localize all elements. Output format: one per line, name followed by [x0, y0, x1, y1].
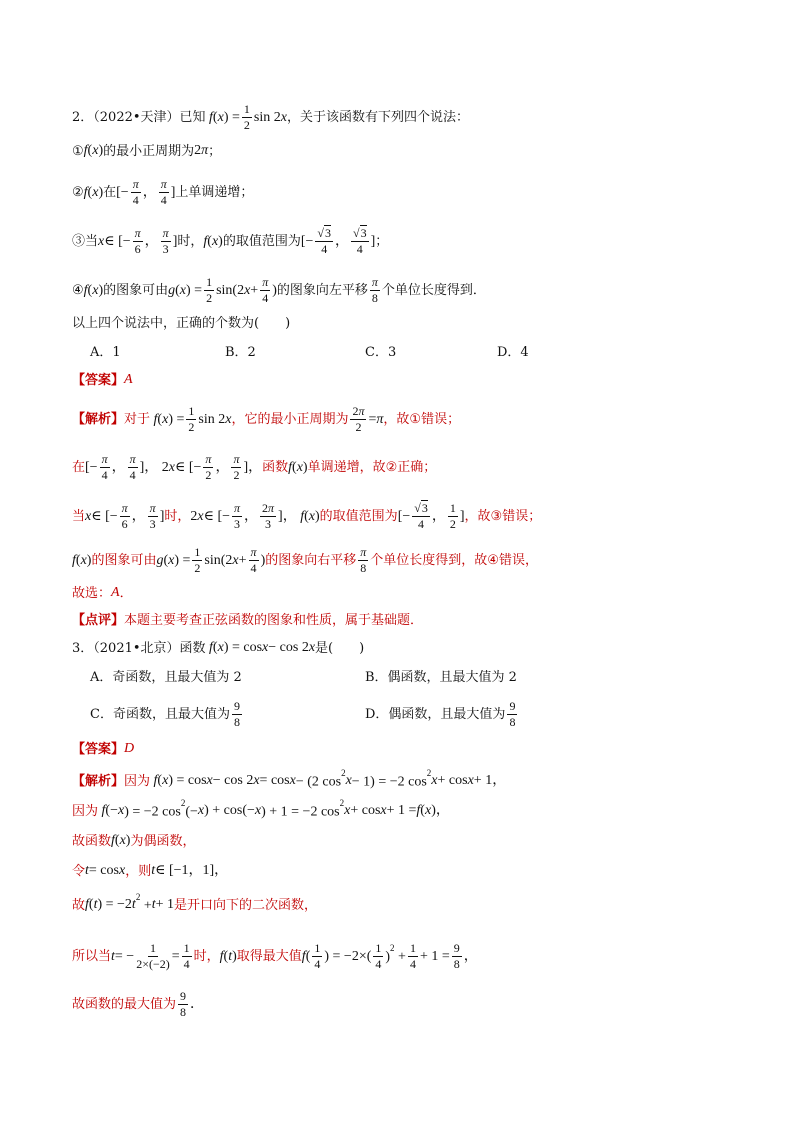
q3-option-c[interactable]: C．奇函数，且最大值为 $\frac{9}{8}$: [90, 699, 240, 730]
analysis-label: 【解析】: [72, 412, 125, 428]
q2-option-b[interactable]: B．2: [225, 345, 256, 360]
q3-analysis-6: 所以当 t = − $\frac{1}{2\times(-2)}$ = $\frac{1}{4}$ 时， f ( t ) 取得最大值 f ( $\frac{1}{4}$ ) = −2×( $\frac{1}{4}$ )$^2$ + $\frac{1}{4}$ + 1 = $\frac{9}{8}$ ，: [72, 941, 478, 972]
q2-analysis-1: 【解析】 对于 f ( x ) = $\frac{1}{2}$ sin 2 x ，它的最小正周期为 $\frac{2\pi}{2}$ = π ，故 ① 错误；: [72, 404, 461, 435]
q2-analysis-5: 故选： A ．: [72, 585, 133, 601]
q2-option-c[interactable]: C．3: [365, 345, 397, 360]
q3-analysis-7: 故函数的最大值为 $\frac{9}{8}$ ．: [72, 989, 205, 1020]
comment-label: 【点评】: [72, 613, 125, 628]
q2-analysis-4: f ( x ) 的图象可由 g ( x ) = $\frac{1}{2}$ sin(2 x + $\frac{\pi}{4}$ ) 的图象向右平移 $\frac{\pi}{8}$ 个单位长度得到，故 ④ 错误，: [72, 545, 538, 576]
q3-option-b[interactable]: B．偶函数，且最大值为 2: [365, 670, 517, 685]
q2-stem: 2．（2022•天津）已知 f ( x ) = $\frac{1}{2}$ sin 2 x ，关于该函数有下列四个说法：: [72, 102, 469, 133]
q3-analysis-4: 令 t = cos x ，则 t ∈ [−1，1]，: [72, 863, 229, 879]
q3-option-d[interactable]: D．偶函数，且最大值为 $\frac{9}{8}$: [365, 699, 516, 730]
q2-comment: 【点评】 本题主要考查正弦函数的图象和性质，属于基础题．: [72, 613, 424, 628]
q3-analysis-3: 故函数 f ( x ) 为偶函数，: [72, 833, 196, 849]
answer-label: 【答案】: [72, 741, 125, 757]
q2-statement-2: ② f ( x ) 在 [− $\frac{\pi}{4}$ ， $\frac{\pi}{4}$ ] 上单调递增；: [72, 177, 254, 208]
q3-analysis-1: 【解析】 因为 f ( x ) = cos x − cos 2 x = cos x − (2 $\cos^2$ x − 1) = −2 $\cos^2$ x + cos x + 1，: [72, 768, 507, 790]
q3-option-a[interactable]: A．奇函数，且最大值为 2: [90, 670, 242, 685]
q2-statement-1: ① f ( x ) 的最小正周期为 2 π ；: [72, 143, 222, 159]
answer-value: D: [124, 741, 135, 756]
q2-option-a[interactable]: A．1: [90, 345, 121, 360]
q3-answer: [72, 742, 134, 756]
q3-analysis-2: 因为 f (− x ) = −2 $\cos^2(-$ x ) + cos(− x ) + 1 = −2 $\cos^2$ x + cos x + 1 = f ( x )，: [72, 798, 450, 820]
q3-stem: 3．（2021•北京）函数 f ( x ) = cos x − cos 2 x 是( ): [72, 640, 365, 656]
answer-label: 【答案】: [72, 372, 125, 388]
q3-heading: 3．（2021•北京）函数: [72, 640, 206, 656]
q3-analysis-5: 故 f ( t ) = −2 t $^2$ + t + 1 是开口向下的二次函数，: [72, 892, 318, 914]
q2-heading: 2．（2022•天津）已知: [72, 110, 206, 126]
q2-analysis-2: 在 [− $\frac{\pi}{4}$ ， $\frac{\pi}{4}$ ]， 2 x ∈ [− $\frac{\pi}{2}$ ， $\frac{\pi}{2}$ ]， 函数 f ( x ) 单调递增，故 ② 正确；: [72, 452, 437, 483]
answer-value: A: [124, 372, 133, 387]
q2-analysis-3: 当 x ∈ [− $\frac{\pi}{6}$ ， $\frac{\pi}{3}$ ] 时， 2 x ∈ [− $\frac{\pi}{3}$ ， $\frac{2\pi}{3}$ ]， f ( x ) 的取值范围为 [− $\frac{√3}{4}$ ， $\frac{1}{2}$ ] ，故 ③ 错误；: [72, 501, 542, 532]
q2-option-d[interactable]: D．4: [497, 345, 529, 360]
q2-statement-4: ④ f ( x ) 的图象可由 g ( x ) = $\frac{1}{2}$ sin(2 x + $\frac{\pi}{4}$ ) 的图象向左平移 $\frac{\pi}{8}$ 个单位长度得到．: [72, 275, 486, 306]
q2-question: 以上四个说法中，正确的个数为( ): [72, 316, 291, 331]
analysis-label: 【解析】: [72, 773, 125, 789]
q2-answer: [72, 373, 133, 387]
q2-statement-3: ③当 x ∈ [− $\frac{\pi}{6}$ ， $\frac{\pi}{3}$ ] 时， f ( x ) 的取值范围为 [− $\frac{√3}{4}$ ， $\frac{√3}{4}$ ] ；: [72, 226, 389, 257]
